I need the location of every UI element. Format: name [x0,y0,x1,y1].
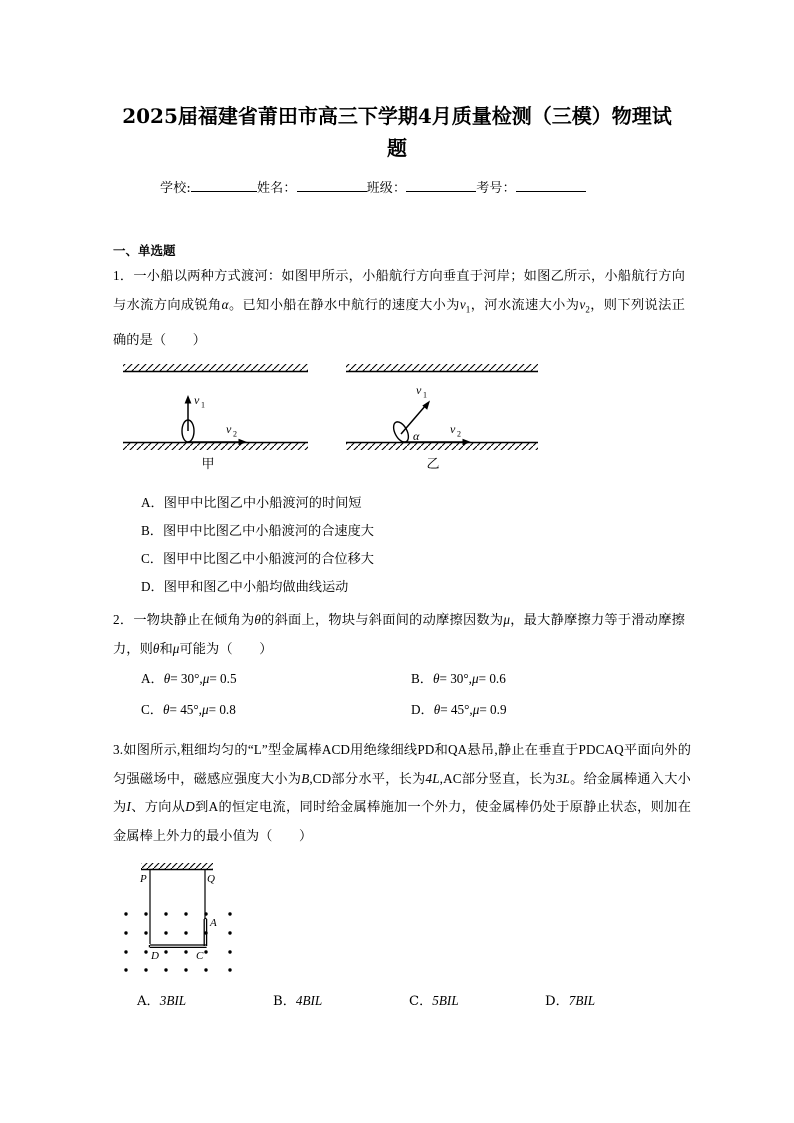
question-3-figure [118,862,298,980]
q2-opt-d-mu: μ [472,702,480,717]
question-3-option-a[interactable] [137,990,273,1009]
q2-opt-b-eq2: = 0.6 [478,671,506,686]
q2-theta-symbol: θ [254,612,261,627]
q1-v1-subscript: 1 [465,304,471,315]
q3-opt-a-value: 3BIL [159,993,187,1008]
name-label: 姓名： [256,181,297,196]
question-1-option-c[interactable]: C．图甲中比图乙中小船渡河的合位移大 [141,551,374,566]
section-heading-single-choice: 一、单选题 [113,243,176,258]
q3-opt-c-label: C． [409,994,433,1009]
q2-mu-symbol-2: μ [172,641,180,656]
svg-text:v: v [416,383,422,397]
question-1-option-a[interactable]: A．图甲中比图乙中小船渡河的时间短 [141,495,362,510]
page-title: 2025届福建省莆田市高三下学期4月质量检测（三模）物理试题 [122,104,672,160]
q3-opt-c-value: 5BIL [432,993,459,1008]
name-input-blank[interactable] [297,178,367,192]
q3-stem-part1: 3.如图所示,粗细均匀的“L”型金属棒ACD用绝缘细线PD和QA悬吊,静止在垂直于PDCAQ平面向外的匀强磁场中，磁感应强度大小为 [113,742,691,786]
q2-stem-part1: 2．一物块静止在倾角为 [113,612,255,627]
q2-opt-b-theta: θ [432,671,440,686]
svg-text:甲: 甲 [201,457,215,472]
school-input-blank[interactable] [191,178,257,192]
q3-stem-part2: ,CD部分水平，长为 [309,770,426,786]
question-2-option-c[interactable] [141,699,411,730]
svg-text:α: α [413,429,420,443]
svg-text:Q: Q [207,873,215,885]
q2-opt-d-label: D． [411,702,434,717]
q3-point-D-symbol: D [185,799,195,814]
q2-stem-part3: ，最大静摩擦力等于滑动摩擦力，则 [113,612,685,656]
q2-opt-d-eq1: = 45°, [440,702,473,717]
question-1-stem [113,261,685,354]
class-input-blank[interactable] [406,178,476,192]
question-3-option-b[interactable] [273,990,409,1009]
q1-v2-symbol: v [579,297,586,312]
q3-current-symbol: I [126,799,132,814]
svg-text:1: 1 [201,400,205,410]
svg-text:2: 2 [233,429,237,439]
q1-alpha-symbol: α [221,297,229,312]
q2-opt-b-label: B． [411,671,433,686]
class-label: 班级： [366,181,407,196]
q1-stem-part4: ，则下列说法正确的是（ ） [113,297,685,347]
q2-opt-a-eq2: = 0.5 [209,671,237,686]
q1-v2-subscript: 2 [585,304,590,315]
q3-opt-a-label: A． [137,994,160,1009]
q2-stem-part4: 和 [159,641,173,656]
q3-stem-part5: 、方向从 [131,799,186,814]
q2-opt-c-theta: θ [162,702,170,717]
q3-length-4L: 4L [425,770,440,786]
q2-opt-a-mu: μ [202,671,210,686]
q2-mu-symbol: μ [503,612,511,627]
question-3-stem [113,736,691,850]
svg-text:2: 2 [457,429,461,439]
question-3-options [137,990,697,1009]
q3-B-symbol: B [301,770,310,786]
q2-opt-d-theta: θ [433,702,441,717]
q2-stem-part2: 的斜面上，物块与斜面间的动摩擦因数为 [260,612,504,627]
exam-number-input-blank[interactable] [516,178,586,192]
q2-opt-b-eq1: = 30°, [439,671,472,686]
question-2-stem [113,605,685,663]
svg-text:乙: 乙 [426,457,440,472]
svg-text:v: v [194,393,200,407]
student-info-line [160,177,586,196]
question-1-option-b[interactable]: B．图甲中比图乙中小船渡河的合速度大 [141,523,374,538]
question-2-option-b[interactable] [411,668,681,699]
q3-opt-d-label: D． [545,994,569,1009]
q1-stem-part3: ，河水流速大小为 [470,297,580,312]
q2-theta-symbol-2: θ [152,641,160,656]
question-2-options [141,668,681,730]
q2-opt-a-eq1: = 30°, [170,671,203,686]
question-3-option-d[interactable] [545,990,681,1009]
q2-opt-c-mu: μ [201,702,209,717]
school-label: 学校: [160,181,191,196]
svg-text:v: v [226,422,232,436]
q1-stem-part1: 1．一小船以两种方式渡河：如图甲所示，小船航行方向垂直于河岸；如图乙所示，小船航行方向与水流方向成锐角 [113,268,685,312]
q1-v1-symbol: v [459,297,466,312]
q2-opt-a-theta: θ [163,671,171,686]
svg-text:A: A [210,917,217,929]
q2-opt-c-eq1: = 45°, [169,702,202,717]
question-1-figure [113,362,685,474]
svg-text:P: P [140,873,147,885]
question-1-options [141,489,374,601]
q1-stem-part2: 。已知小船在静水中航行的速度大小为 [228,297,460,312]
question-3-option-c[interactable] [409,990,545,1009]
q2-opt-a-label: A． [141,671,164,686]
exam-number-label: 考号： [476,181,516,196]
q3-stem-part3: ,AC部分竖直，长为 [439,770,556,786]
q3-opt-b-label: B． [273,994,296,1009]
q3-stem-part6: 到A的恒定电流，同时给金属棒施加一个外力，使金属棒仍处于原静止状态，则加在金属棒上外力的最小值为（ ） [113,799,691,843]
question-2-option-a[interactable] [141,668,411,699]
q2-opt-c-eq2: = 0.8 [208,702,236,717]
svg-text:D: D [151,950,159,962]
q3-stem-part4: 。给金属棒通入大小为 [113,770,691,814]
q2-opt-b-mu: μ [471,671,479,686]
q2-opt-d-eq2: = 0.9 [479,702,507,717]
q3-opt-d-value: 7BIL [568,993,596,1008]
svg-text:C: C [196,950,204,962]
q3-opt-b-value: 4BIL [295,993,323,1008]
q2-opt-c-label: C． [141,702,163,717]
q2-stem-part5: 可能为（ ） [179,641,273,656]
q3-length-3L: 3L [555,770,570,786]
svg-text:v: v [450,422,456,436]
question-2-option-d[interactable] [411,699,681,730]
svg-text:1: 1 [423,390,427,400]
question-1-option-d[interactable]: D．图甲和图乙中小船均做曲线运动 [141,579,349,594]
